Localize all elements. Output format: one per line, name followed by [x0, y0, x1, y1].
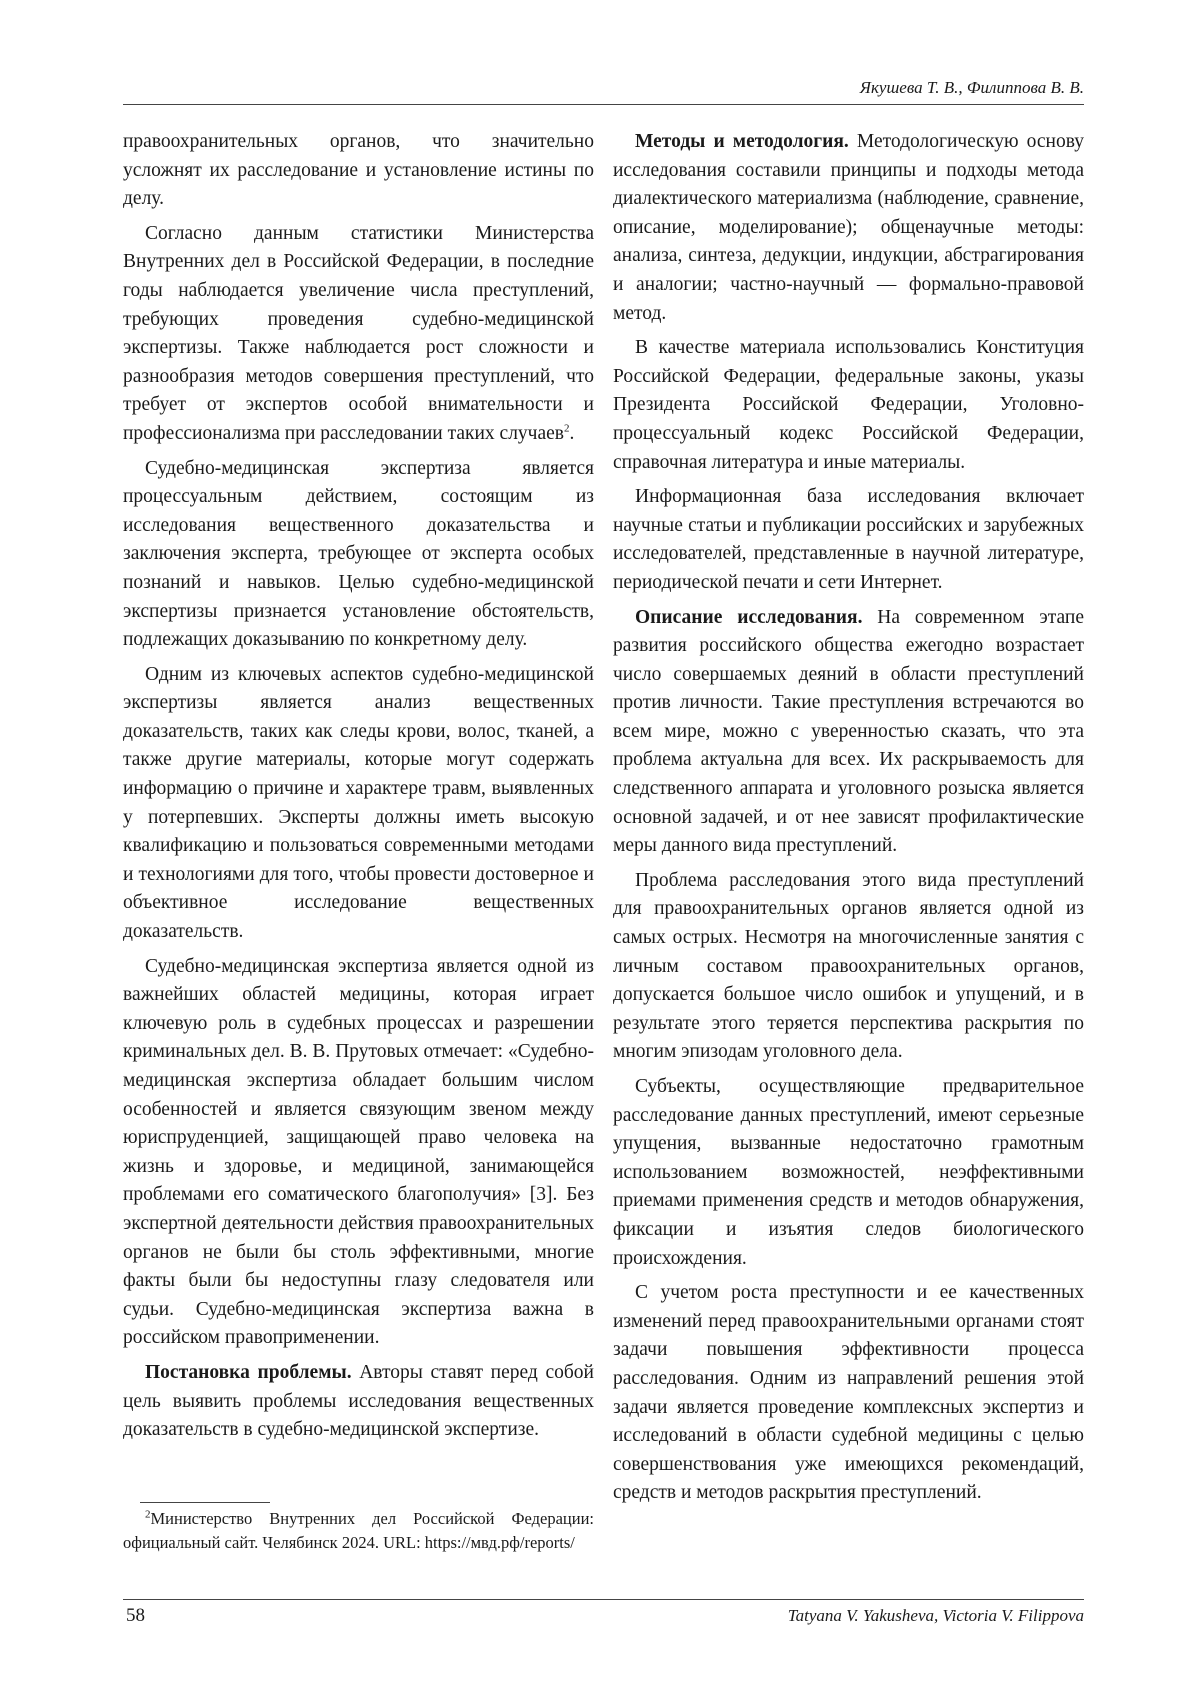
header-divider — [123, 104, 1084, 105]
paragraph: правоохранительных органов, что значительно усложнят их расследование и установление истины по делу. — [123, 131, 594, 210]
left-column — [123, 128, 594, 1451]
footnote-reference: 2 — [564, 422, 570, 435]
paragraph: Судебно-медицинская экспертиза является процессуальным действием, состоящим из исследования вещественного доказательства и заключения эксперта, требующее от эксперта особых познаний и навыков. Целью судебно-медицинской экспертизы признается установление обстоятельств, подлежащих доказыванию по конкретному делу. — [123, 457, 594, 651]
paragraph: Методы и методология. Методологическую основу исследования составили принципы и подходы метода диалектического материализма (наблюдение, сравнение, описание, моделирование); общенаучные методы: анализа, синтеза, дедукции, индукции, абстрагирования и аналогии; частно-научный — формально-правовой метод. — [613, 131, 1084, 324]
footnote-divider — [140, 1502, 270, 1503]
running-footer-authors: Tatyana V. Yakusheva, Victoria V. Filippova — [787, 1606, 1084, 1625]
paragraph: Субъекты, осуществляющие предварительное расследование данных преступлений, имеют серьезные упущения, вызванные недостаточно грамотным использованием возможностей, неэффективными приемами применения средств и методов обнаружения, фиксации и изъятия следов биологического происхождения. — [613, 1076, 1084, 1269]
paragraph: Постановка проблемы. Авторы ставят перед собой цель выявить проблемы исследования вещественных доказательств в судебно-медицинской экспертизе. — [123, 1361, 594, 1441]
footnote: $^2$Министерство Внутренних дел Российской Федерации: официальный сайт. Челябинск 2024. URL: https://мвд.рф/reports/ — [123, 1508, 594, 1552]
running-header-authors: Якушева Т. В., Филиппова В. В. — [859, 78, 1084, 97]
paragraph: С учетом роста преступности и ее качественных изменений перед правоохранительными органами стоят задачи повышения эффективности процесса расследования. Одним из направлений решения этой задачи является проведение комплексных экспертиз и исследований в области судебной медицины с целью совершенствования уже имеющихся рекомендаций, средств и методов раскрытия преступлений. — [613, 1282, 1084, 1504]
paragraph: Судебно-медицинская экспертиза является одной из важнейших областей медицины, которая играет ключевую роль в судебных процессах и разрешении криминальных дел. В. В. Прутовых отмечает: «Судебно-медицинская экспертиза обладает большим числом особенностей и является связующим звеном между юриспруденцией, защищающей право человека на жизнь и здоровье, и медициной, занимающейся проблемами его соматического благополучия» [3]. Без экспертной деятельности действия правоохранительных органов не были бы столь эффективными, многие факты были бы недоступны глазу следователя или судьи. Судебно-медицинская экспертиза важна в российском правоприменении. — [123, 955, 594, 1349]
section-heading-methods: Методы и методология. — [635, 131, 849, 152]
right-column — [613, 128, 1084, 1514]
paragraph: В качестве материала использовались Конституция Российской Федерации, федеральные законы, указы Президента Российской Федерации, Уголовно-процессуальный кодекс Российской Федерации, справочная литература и иные материалы. — [613, 337, 1084, 473]
paragraph: Согласно данным статистики Министерства Внутренних дел в Российской Федерации, в последние годы наблюдается увеличение числа преступлений, требующих проведения судебно-медицинской экспертизы. Также наблюдается рост сложности и разнообразия методов совершения преступлений, что требует от экспертов особой внимательности и профессионализма при расследовании таких случаев$^2$. — [123, 222, 594, 444]
paragraph: Информационная база исследования включает научные статьи и публикации российских и зарубежных исследователей, представленные в научной литературе, периодической печати и сети Интернет. — [613, 486, 1084, 593]
paragraph: Описание исследования. На современном этапе развития российского общества ежегодно возрастает число совершаемых деяний в области преступлений против личности. Такие преступления встречаются во всем мире, можно с уверенностью сказать, что эта проблема актуальна для всех. Их раскрываемость для следственного аппарата и уголовного розыска является основной задачей, и от нее зависят профилактические меры данного вида преступлений. — [613, 606, 1084, 857]
page-number: 58 — [126, 1605, 145, 1626]
footer-divider — [123, 1599, 1084, 1600]
section-heading-description: Описание исследования. — [635, 606, 863, 628]
paragraph: Одним из ключевых аспектов судебно-медицинской экспертизы является анализ вещественных доказательств, таких как следы крови, волос, тканей, а также другие материалы, которые могут содержать информацию о причине и характере травм, выявленных у потерпевших. Эксперты должны иметь высокую квалификацию и пользоваться современными методами и технологиями для того, чтобы провести достоверное и объективное исследование вещественных доказательств. — [123, 663, 594, 943]
footnote-marker: 2 — [145, 1508, 151, 1521]
section-heading-problem: Постановка проблемы. — [145, 1361, 352, 1383]
paragraph: Проблема расследования этого вида преступлений для правоохранительных органов является одной из самых острых. Несмотря на многочисленные занятия с личным составом правоохранительных органов, допускается большое число ошибок и упущений, и в результате этого теряется перспектива раскрытия по многим эпизодам уголовного дела. — [613, 869, 1084, 1063]
